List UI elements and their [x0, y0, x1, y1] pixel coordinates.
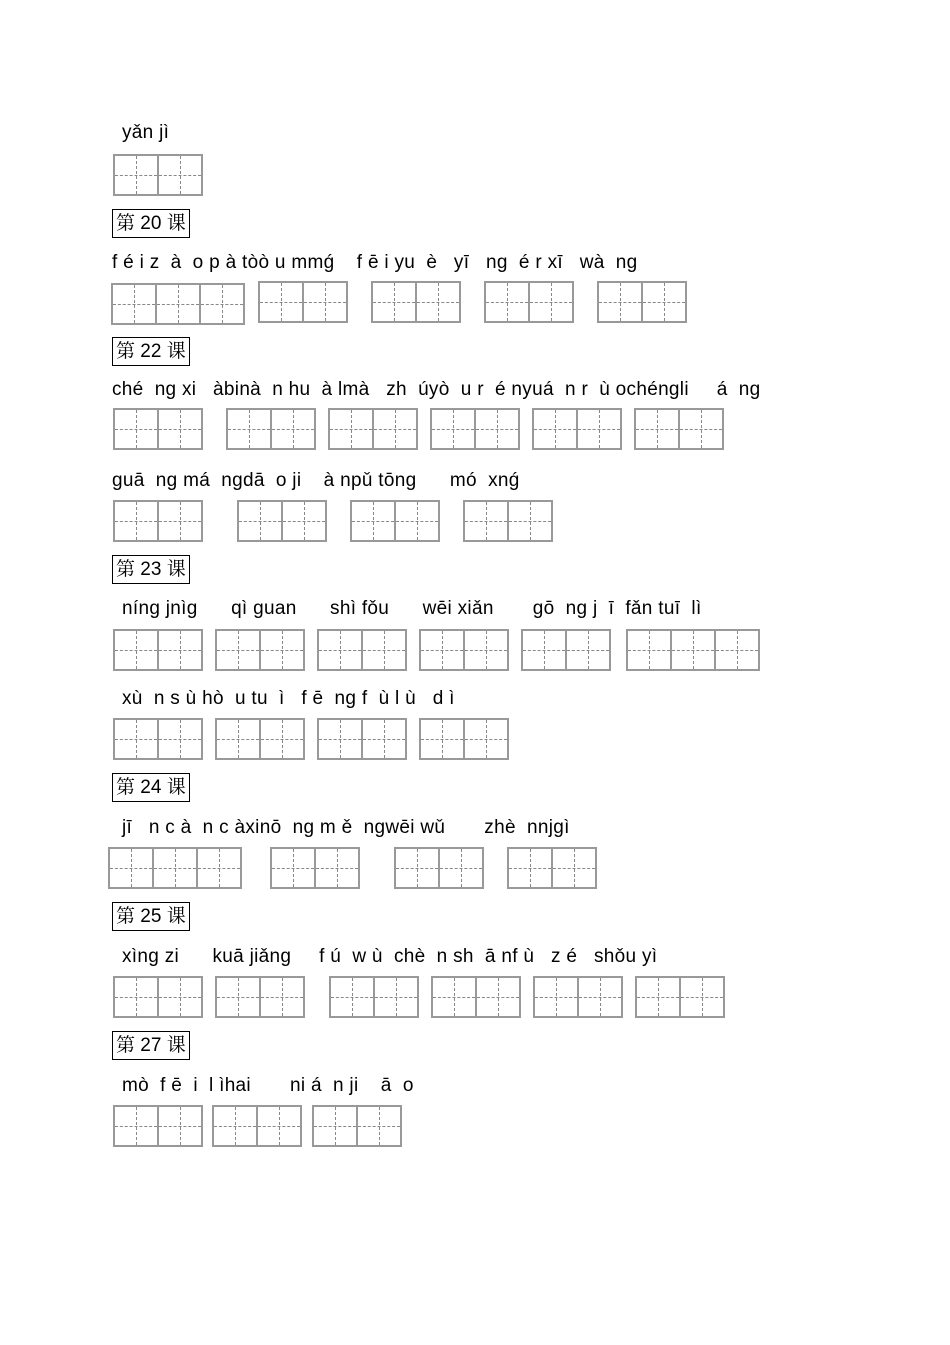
writing-cell[interactable] — [465, 631, 509, 669]
pinyin-line: f é i z à o p à tòò u mmǵ f ē i yu è yī ng é r xī wà ng — [112, 252, 638, 273]
writing-cell[interactable] — [198, 849, 242, 887]
writing-cell[interactable] — [261, 631, 305, 669]
writing-box-group — [237, 500, 327, 542]
writing-cell[interactable] — [373, 283, 417, 321]
writing-cell[interactable] — [421, 631, 465, 669]
writing-cell[interactable] — [374, 410, 418, 448]
writing-cell[interactable] — [331, 978, 375, 1016]
writing-box-group — [270, 847, 360, 889]
writing-cell[interactable] — [509, 502, 553, 540]
writing-cell[interactable] — [272, 849, 316, 887]
writing-cell[interactable] — [628, 631, 672, 669]
writing-cell[interactable] — [115, 720, 159, 758]
writing-box-group — [626, 629, 760, 671]
writing-box-group — [317, 629, 407, 671]
writing-cell[interactable] — [304, 283, 348, 321]
writing-cell[interactable] — [599, 283, 643, 321]
writing-cell[interactable] — [358, 1107, 402, 1145]
writing-box-group — [463, 500, 553, 542]
writing-cell[interactable] — [716, 631, 760, 669]
pinyin-line: jī n c à n c àxinō ng m ě ngwēi wǔ zhè nnjgì — [122, 817, 570, 838]
pinyin-line: mò f ē i l ìhai ni á n ji ā o — [122, 1075, 414, 1096]
writing-box-group — [113, 629, 203, 671]
writing-box-group — [430, 408, 520, 450]
writing-cell[interactable] — [159, 631, 203, 669]
writing-cell[interactable] — [477, 978, 521, 1016]
writing-box-group — [431, 976, 521, 1018]
writing-cell[interactable] — [578, 410, 622, 448]
writing-cell[interactable] — [579, 978, 623, 1016]
writing-box-group — [317, 718, 407, 760]
writing-cell[interactable] — [201, 285, 245, 323]
writing-box-group — [312, 1105, 402, 1147]
writing-cell[interactable] — [110, 849, 154, 887]
writing-cell[interactable] — [421, 720, 465, 758]
lesson-label: 第 25 课 — [112, 902, 190, 931]
writing-cell[interactable] — [553, 849, 597, 887]
writing-box-group — [111, 283, 245, 325]
writing-cell[interactable] — [486, 283, 530, 321]
writing-cell[interactable] — [530, 283, 574, 321]
writing-cell[interactable] — [352, 502, 396, 540]
writing-box-group — [113, 408, 203, 450]
writing-cell[interactable] — [535, 978, 579, 1016]
writing-cell[interactable] — [115, 1107, 159, 1145]
writing-cell[interactable] — [272, 410, 316, 448]
writing-box-group — [521, 629, 611, 671]
writing-cell[interactable] — [214, 1107, 258, 1145]
writing-box-group — [108, 847, 242, 889]
writing-cell[interactable] — [680, 410, 724, 448]
pinyin-line: xù n s ù hò u tu ì f ē ng f ù l ù d ì — [122, 688, 455, 709]
writing-box-group — [635, 976, 725, 1018]
pinyin-line: níng jnìg qì guan shì fǒu wēi xiǎn gō ng j ī fǎn tuī lì — [122, 598, 702, 619]
writing-cell[interactable] — [476, 410, 520, 448]
writing-cell[interactable] — [672, 631, 716, 669]
lesson-label: 第 23 课 — [112, 555, 190, 584]
writing-cell[interactable] — [217, 720, 261, 758]
lesson-label: 第 24 课 — [112, 773, 190, 802]
writing-cell[interactable] — [636, 410, 680, 448]
writing-cell[interactable] — [159, 156, 203, 194]
pinyin-line: xìng zi kuā jiǎng f ú w ù chè n sh ā nf ù z é shǒu yì — [122, 946, 658, 967]
writing-cell[interactable] — [115, 502, 159, 540]
writing-cell[interactable] — [534, 410, 578, 448]
writing-cell[interactable] — [115, 156, 159, 194]
writing-cell[interactable] — [465, 502, 509, 540]
writing-cell[interactable] — [396, 849, 440, 887]
writing-cell[interactable] — [258, 1107, 302, 1145]
writing-cell[interactable] — [681, 978, 725, 1016]
writing-box-group — [113, 500, 203, 542]
writing-box-group — [507, 847, 597, 889]
writing-cell[interactable] — [154, 849, 198, 887]
writing-box-group — [113, 1105, 203, 1147]
writing-cell[interactable] — [465, 720, 509, 758]
writing-cell[interactable] — [375, 978, 419, 1016]
writing-cell[interactable] — [316, 849, 360, 887]
writing-cell[interactable] — [432, 410, 476, 448]
pinyin-line: ché ng xi àbinà n hu à lmà zh úyò u r é nyuá n r ù ochéngli á ng — [112, 379, 761, 400]
writing-cell[interactable] — [260, 283, 304, 321]
writing-cell[interactable] — [363, 631, 407, 669]
writing-box-group — [350, 500, 440, 542]
lesson-label: 第 20 课 — [112, 209, 190, 238]
writing-cell[interactable] — [314, 1107, 358, 1145]
writing-box-group — [113, 154, 203, 196]
writing-cell[interactable] — [283, 502, 327, 540]
writing-cell[interactable] — [159, 410, 203, 448]
writing-box-group — [634, 408, 724, 450]
writing-box-group — [419, 629, 509, 671]
writing-box-group — [113, 718, 203, 760]
writing-cell[interactable] — [159, 720, 203, 758]
writing-box-group — [215, 629, 305, 671]
pinyin-line: guā ng má ngdā o ji à npǔ tōng mó xnǵ — [112, 470, 520, 491]
writing-cell[interactable] — [330, 410, 374, 448]
writing-cell[interactable] — [261, 720, 305, 758]
writing-box-group — [394, 847, 484, 889]
writing-box-group — [212, 1105, 302, 1147]
writing-cell[interactable] — [319, 720, 363, 758]
writing-cell[interactable] — [643, 283, 687, 321]
writing-box-group — [484, 281, 574, 323]
writing-cell[interactable] — [159, 1107, 203, 1145]
writing-cell[interactable] — [261, 978, 305, 1016]
writing-cell[interactable] — [363, 720, 407, 758]
writing-cell[interactable] — [115, 978, 159, 1016]
writing-box-group — [113, 976, 203, 1018]
writing-cell[interactable] — [115, 410, 159, 448]
writing-box-group — [328, 408, 418, 450]
writing-cell[interactable] — [433, 978, 477, 1016]
writing-cell[interactable] — [509, 849, 553, 887]
writing-box-group — [329, 976, 419, 1018]
writing-box-group — [532, 408, 622, 450]
writing-cell[interactable] — [239, 502, 283, 540]
writing-box-group — [419, 718, 509, 760]
writing-cell[interactable] — [159, 502, 203, 540]
writing-cell[interactable] — [396, 502, 440, 540]
lesson-label: 第 22 课 — [112, 337, 190, 366]
writing-cell[interactable] — [157, 285, 201, 323]
writing-cell[interactable] — [159, 978, 203, 1016]
writing-box-group — [215, 718, 305, 760]
writing-box-group — [226, 408, 316, 450]
writing-box-group — [533, 976, 623, 1018]
writing-cell[interactable] — [217, 978, 261, 1016]
writing-box-group — [215, 976, 305, 1018]
writing-box-group — [371, 281, 461, 323]
writing-cell[interactable] — [440, 849, 484, 887]
writing-cell[interactable] — [417, 283, 461, 321]
writing-cell[interactable] — [113, 285, 157, 323]
writing-box-group — [597, 281, 687, 323]
writing-cell[interactable] — [115, 631, 159, 669]
writing-cell[interactable] — [567, 631, 611, 669]
lesson-label: 第 27 课 — [112, 1031, 190, 1060]
writing-cell[interactable] — [523, 631, 567, 669]
writing-box-group — [258, 281, 348, 323]
writing-cell[interactable] — [217, 631, 261, 669]
writing-cell[interactable] — [319, 631, 363, 669]
writing-cell[interactable] — [637, 978, 681, 1016]
pinyin-line: yǎn jì — [122, 122, 170, 143]
writing-cell[interactable] — [228, 410, 272, 448]
